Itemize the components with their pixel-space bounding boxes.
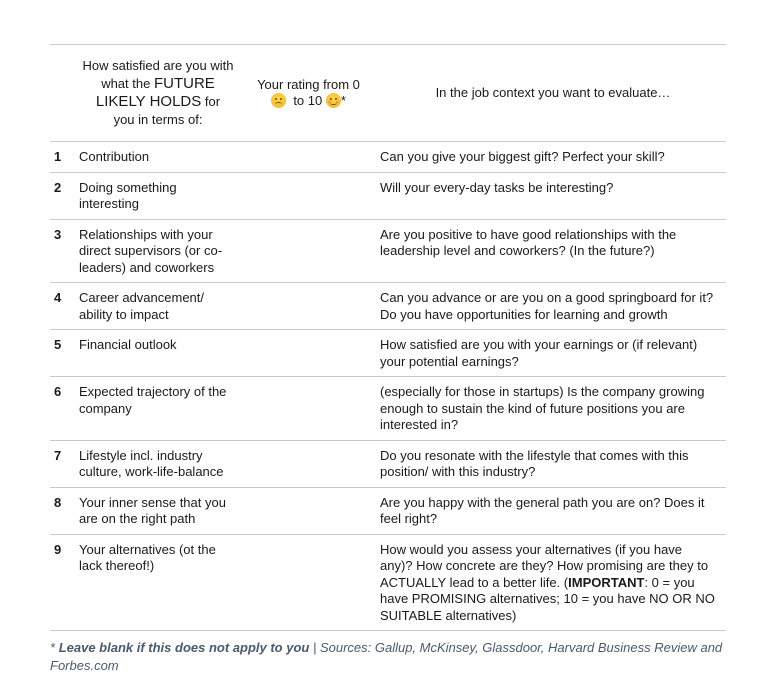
footnote bbox=[50, 639, 726, 675]
row-number: 9 bbox=[54, 541, 62, 557]
header-context: In the job context you want to evaluate… bbox=[435, 84, 671, 100]
row-number: 2 bbox=[54, 179, 62, 195]
footnote-sources: | Sources: Gallup, McKinsey, Glassdoor, Harvard Business Review and Forbes.com bbox=[50, 640, 723, 673]
table-row bbox=[50, 440, 726, 487]
rating-cell bbox=[243, 534, 374, 631]
rating-cell bbox=[243, 487, 374, 534]
rating-cell bbox=[243, 172, 374, 219]
footnote-asterisk: * bbox=[50, 640, 56, 655]
row-topic: Relationships with your direct supervisors (or co-leaders) and coworkers bbox=[79, 226, 223, 275]
header-rating-line1: Your rating from 0 bbox=[257, 76, 360, 92]
row-context: Are you happy with the general path you are on? Does it feel right? bbox=[380, 494, 705, 526]
table-row bbox=[50, 487, 726, 534]
row-topic: Financial outlook bbox=[79, 337, 177, 352]
table-row bbox=[50, 283, 726, 330]
row-context bbox=[374, 534, 726, 631]
row-topic: Your inner sense that you are on the right path bbox=[79, 494, 226, 526]
row-number: 7 bbox=[54, 447, 62, 463]
table-row bbox=[50, 330, 726, 377]
rating-cell bbox=[243, 377, 374, 441]
rating-cell bbox=[243, 142, 374, 173]
table-row bbox=[50, 534, 726, 631]
header-topic-line1: How satisfied are you with bbox=[82, 58, 234, 73]
rating-cell bbox=[243, 219, 374, 283]
row-number: 5 bbox=[54, 337, 62, 352]
table-row bbox=[50, 377, 726, 441]
footnote-note: Leave blank if this does not apply to you bbox=[58, 640, 310, 655]
row-number: 6 bbox=[54, 384, 62, 399]
table-row bbox=[50, 172, 726, 219]
row-context: Will your every-day tasks be interesting? bbox=[380, 179, 614, 195]
row-number: 3 bbox=[54, 226, 62, 242]
rating-worksheet bbox=[50, 44, 726, 675]
row-topic: Expected trajectory of the company bbox=[79, 384, 227, 416]
header-topic-pre: what the bbox=[101, 76, 151, 91]
row-context: (especially for those in startups) Is the company growing enough to sustain the kind of future positions you are interested in? bbox=[380, 384, 705, 432]
sad-face-icon bbox=[271, 93, 286, 108]
row-topic: Doing something interesting bbox=[79, 179, 177, 211]
row-context: How satisfied are you with your earnings or (if relevant) your potential earnings? bbox=[380, 337, 698, 369]
smiling-face-icon bbox=[326, 93, 341, 108]
table-row bbox=[50, 219, 726, 283]
row-number: 4 bbox=[54, 290, 62, 305]
row-number: 1 bbox=[54, 149, 62, 164]
row-context-pre: How would you assess your alternatives (if you have any)? How concrete are they? How promising are they to ACTUALLY lead to a better life. ( bbox=[380, 541, 709, 590]
row-context: Can you advance or are you on a good springboard for it? Do you have opportunities for learning and growth bbox=[380, 290, 714, 322]
header-topic-line4: you in terms of: bbox=[113, 112, 203, 127]
rating-cell bbox=[243, 283, 374, 330]
future-satisfaction-table bbox=[50, 44, 726, 631]
table-row bbox=[50, 142, 726, 173]
row-context: Can you give your biggest gift? Perfect your skill? bbox=[380, 149, 665, 164]
row-context-important: IMPORTANT bbox=[568, 574, 645, 590]
rating-cell bbox=[243, 440, 374, 487]
row-number: 8 bbox=[54, 494, 62, 510]
header-topic bbox=[73, 45, 243, 142]
row-context: Do you resonate with the lifestyle that comes with this position/ with this industry? bbox=[380, 447, 689, 479]
header-topic-emphasis: FUTURE LIKELY HOLDS bbox=[95, 75, 215, 110]
row-topic: Career advancement/ ability to impact bbox=[79, 290, 205, 322]
row-topic: Lifestyle incl. industry culture, work-life-balance bbox=[79, 447, 224, 479]
row-context-post: : 0 = you have PROMISING alternatives; 10 = you have NO OR NO SUITABLE alternatives) bbox=[380, 574, 715, 623]
header-rating-asterisk: * bbox=[340, 93, 346, 108]
header-topic-post: for bbox=[204, 94, 221, 109]
row-topic: Contribution bbox=[79, 149, 150, 164]
row-context: Are you positive to have good relationships with the leadership level and coworkers? (In the future?) bbox=[380, 226, 677, 258]
rating-cell bbox=[243, 330, 374, 377]
header-rating-mid: to 10 bbox=[293, 93, 323, 108]
header-rating bbox=[243, 45, 374, 142]
table-header-row bbox=[50, 45, 726, 142]
header-num bbox=[50, 45, 73, 142]
row-topic: Your alternatives (ot the lack thereof!) bbox=[79, 541, 216, 573]
